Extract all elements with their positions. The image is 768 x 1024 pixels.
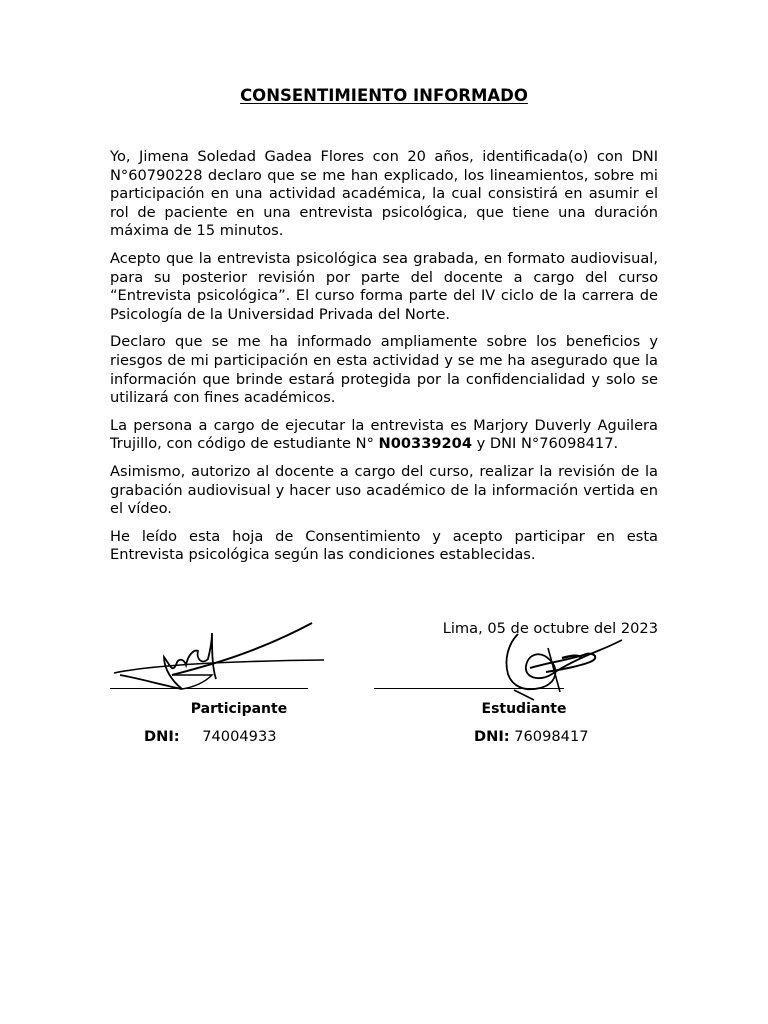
- participant-dni-label: DNI:: [144, 728, 180, 745]
- paragraph-authorization: Asimismo, autorizo al docente a cargo del curso, realizar la revisión de la grabación audiovisual y hacer uso académico de la información vertida en el vídeo.: [110, 462, 658, 518]
- student-dni-value: 76098417: [514, 728, 589, 745]
- document-date: Lima, 05 de octubre del 2023: [442, 620, 658, 637]
- student-dni: [474, 728, 589, 745]
- student-signature-line: [374, 688, 564, 689]
- student-code: N00339204: [378, 435, 472, 453]
- document-title: CONSENTIMIENTO INFORMADO: [240, 86, 528, 105]
- student-dni-label: DNI:: [474, 728, 510, 745]
- participant-dni-value: 74004933: [202, 728, 277, 745]
- participant-dni: [144, 728, 277, 745]
- interviewer-text: La persona a cargo de ejecutar la entrevista es Marjory Duverly Aguilera Trujillo, con código de estudiante N°: [110, 416, 658, 453]
- participant-signature: [112, 615, 332, 705]
- interviewer-dni-text: y DNI N°76098417.: [471, 435, 619, 453]
- participant-role: Participante: [190, 701, 288, 717]
- participant-signature-line: [110, 688, 308, 689]
- paragraph-identity: Yo, Jimena Soledad Gadea Flores con 20 años, identificada(o) con DNI N°60790228 declaro que se me han explicado, los lineamientos, sobre mi participación en una actividad académica, la cual consistirá en asumir el rol de paciente en una entrevista psicológica, que tiene una duración máxima de 15 minutos.: [110, 148, 658, 240]
- document-body: [110, 148, 658, 574]
- paragraph-confidentiality: Declaro que se me ha informado ampliamente sobre los beneficios y riesgos de mi participación en esta actividad y se me ha asegurado que la información que brinde estará protegida por la confidencialidad y solo se utilizará con fines académicos.: [110, 333, 658, 407]
- student-signature: [490, 630, 630, 705]
- paragraph-recording: Acepto que la entrevista psicológica sea grabada, en formato audiovisual, para su posterior revisión por parte del docente a cargo del curso “Entrevista psicológica”. El curso forma parte del IV ciclo de la carrera de Psicología de la Universidad Privada del Norte.: [110, 249, 658, 323]
- paragraph-acceptance: He leído esta hoja de Consentimiento y acepto participar en esta Entrevista psicológica según las condiciones establecidas.: [110, 527, 658, 564]
- paragraph-interviewer: [110, 417, 658, 454]
- student-role: Estudiante: [481, 701, 567, 717]
